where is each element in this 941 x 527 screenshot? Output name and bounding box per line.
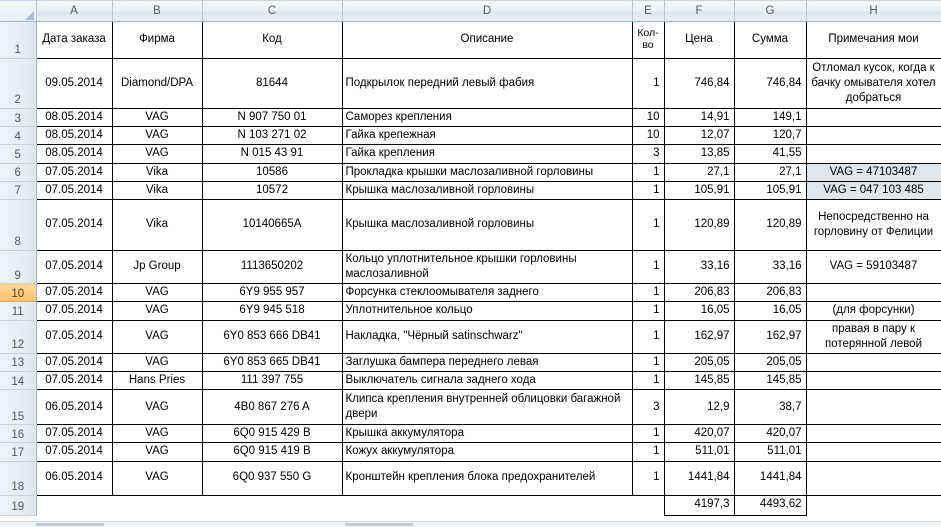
cell-note[interactable]: правая в пару к потерянной левой: [806, 320, 941, 353]
scrollbar-thumb-right[interactable]: [345, 523, 413, 526]
header-cell-code[interactable]: Код: [202, 22, 342, 59]
cell-qty[interactable]: 10: [632, 127, 664, 145]
cell-date[interactable]: 08.05.2014: [36, 127, 112, 145]
cell-firm[interactable]: VAG: [112, 127, 202, 145]
cell-note[interactable]: [806, 443, 941, 461]
cell-note[interactable]: [806, 284, 941, 302]
cell-qty[interactable]: 1: [632, 302, 664, 320]
column-header-row: [0, 1, 941, 22]
cell-date[interactable]: 07.05.2014: [36, 181, 112, 199]
table-row: [0, 320, 941, 353]
cell-firm[interactable]: VAG: [112, 302, 202, 320]
cell-qty[interactable]: 1: [632, 461, 664, 495]
cell-description[interactable]: Крышка маслозаливной горловины: [342, 181, 632, 199]
cell-description[interactable]: Выключатель сигнала заднего хода: [342, 372, 632, 390]
column-header-h[interactable]: H: [806, 1, 941, 22]
cell-code[interactable]: 4B0 867 276 A: [202, 390, 342, 425]
row-header-9[interactable]: 9: [0, 250, 36, 283]
cell-code[interactable]: 10586: [202, 163, 342, 181]
cell-sum[interactable]: 746,84: [734, 59, 806, 109]
cell-qty[interactable]: 10: [632, 109, 664, 127]
row-header-18[interactable]: 18: [0, 461, 36, 495]
cell-note[interactable]: [806, 127, 941, 145]
header-cell-qty[interactable]: Кол-во: [632, 22, 664, 59]
cell-description[interactable]: Подкрылок передний левый фабия: [342, 59, 632, 109]
cell-sum[interactable]: 162,97: [734, 320, 806, 353]
cell-description[interactable]: Клипса крепления внутренней облицовки багажной двери: [342, 390, 632, 425]
cell-qty[interactable]: 1: [632, 181, 664, 199]
totals-cell-qty[interactable]: [632, 495, 664, 515]
table-row: [0, 443, 941, 461]
cell-price[interactable]: 420,07: [664, 425, 734, 443]
totals-cell-sum[interactable]: 4493,62: [734, 495, 806, 515]
cell-qty[interactable]: 1: [632, 199, 664, 250]
cell-sum[interactable]: 206,83: [734, 284, 806, 302]
cell-note[interactable]: (для форсунки): [806, 302, 941, 320]
row-header-17[interactable]: 17: [0, 443, 36, 461]
cell-price[interactable]: 12,07: [664, 127, 734, 145]
cell-qty[interactable]: 1: [632, 372, 664, 390]
row-header-10[interactable]: 10: [0, 284, 36, 302]
cell-price[interactable]: 16,05: [664, 302, 734, 320]
column-header-g[interactable]: G: [734, 1, 806, 22]
cell-qty[interactable]: 1: [632, 320, 664, 353]
row-header-4[interactable]: 4: [0, 127, 36, 145]
cell-date[interactable]: 09.05.2014: [36, 59, 112, 109]
column-header-c[interactable]: C: [202, 1, 342, 22]
cell-description[interactable]: Накладка, "Чёрный satinschwarz": [342, 320, 632, 353]
cell-description[interactable]: Прокладка крышки маслозаливной горловины: [342, 163, 632, 181]
cell-qty[interactable]: 3: [632, 145, 664, 163]
cell-qty[interactable]: 3: [632, 390, 664, 425]
cell-description[interactable]: Саморез крепления: [342, 109, 632, 127]
cell-description[interactable]: Гайка крепления: [342, 145, 632, 163]
cell-description[interactable]: Крышка аккумулятора: [342, 425, 632, 443]
table-header-row: [0, 22, 941, 59]
cell-code[interactable]: 81644: [202, 59, 342, 109]
cell-price[interactable]: 511,01: [664, 443, 734, 461]
cell-qty[interactable]: 1: [632, 59, 664, 109]
column-header-b[interactable]: B: [112, 1, 202, 22]
totals-row: [0, 495, 941, 515]
cell-firm[interactable]: Vika: [112, 163, 202, 181]
table-row: [0, 145, 941, 163]
header-cell-sum[interactable]: Сумма: [734, 22, 806, 59]
cell-note[interactable]: Непосредственно на горловину от Фелиции: [806, 199, 941, 250]
row-header-8[interactable]: 8: [0, 199, 36, 250]
cell-description[interactable]: Кольцо уплотнительное крышки горловины маслозаливной: [342, 250, 632, 283]
cell-firm[interactable]: Jp Group: [112, 250, 202, 283]
cell-date[interactable]: 07.05.2014: [36, 199, 112, 250]
cell-code[interactable]: N 907 750 01: [202, 109, 342, 127]
cell-date[interactable]: 07.05.2014: [36, 302, 112, 320]
cell-date[interactable]: 08.05.2014: [36, 145, 112, 163]
cell-sum[interactable]: 120,7: [734, 127, 806, 145]
table-row: [0, 59, 941, 109]
totals-cell-code[interactable]: [202, 495, 342, 515]
cell-note[interactable]: [806, 353, 941, 371]
table-row: [0, 302, 941, 320]
cell-code[interactable]: 6Q0 937 550 G: [202, 461, 342, 495]
cell-sum[interactable]: 511,01: [734, 443, 806, 461]
cell-code[interactable]: 10572: [202, 181, 342, 199]
cell-description[interactable]: Крышка маслозаливной горловины: [342, 199, 632, 250]
cell-qty[interactable]: 1: [632, 284, 664, 302]
row-header-11[interactable]: 11: [0, 302, 36, 320]
table-row: [0, 461, 941, 495]
cell-note[interactable]: VAG = 47103487: [806, 163, 941, 181]
cell-price[interactable]: 12,9: [664, 390, 734, 425]
cell-sum[interactable]: 420,07: [734, 425, 806, 443]
row-header-15[interactable]: 15: [0, 390, 36, 425]
cell-code[interactable]: 6Q0 915 429 B: [202, 425, 342, 443]
cell-price[interactable]: 27,1: [664, 163, 734, 181]
table-row: [0, 390, 941, 425]
cell-sum[interactable]: 27,1: [734, 163, 806, 181]
cell-qty[interactable]: 1: [632, 425, 664, 443]
horizontal-scrollbar[interactable]: [0, 521, 941, 527]
table-row: [0, 284, 941, 302]
cell-price[interactable]: 205,05: [664, 353, 734, 371]
cell-price[interactable]: 162,97: [664, 320, 734, 353]
cell-firm[interactable]: Diamond/DPA: [112, 59, 202, 109]
column-header-e[interactable]: E: [632, 1, 664, 22]
cell-code[interactable]: 6Q0 915 419 B: [202, 443, 342, 461]
table-row: [0, 353, 941, 371]
row-header-2[interactable]: 2: [0, 59, 36, 109]
cell-date[interactable]: 07.05.2014: [36, 284, 112, 302]
cell-price[interactable]: 13,85: [664, 145, 734, 163]
cell-description[interactable]: Заглушка бампера переднего левая: [342, 353, 632, 371]
cell-code[interactable]: N 015 43 91: [202, 145, 342, 163]
row-header-1[interactable]: 1: [0, 22, 36, 59]
scrollbar-thumb-left[interactable]: [36, 523, 104, 526]
cell-description[interactable]: Форсунка стеклоомывателя заднего: [342, 284, 632, 302]
cell-firm[interactable]: VAG: [112, 353, 202, 371]
cell-note[interactable]: VAG = 59103487: [806, 250, 941, 283]
totals-cell-date[interactable]: [36, 495, 112, 515]
row-header-3[interactable]: 3: [0, 109, 36, 127]
cell-firm[interactable]: Hans Pries: [112, 372, 202, 390]
cell-sum[interactable]: 41,55: [734, 145, 806, 163]
cell-sum[interactable]: 33,16: [734, 250, 806, 283]
cell-sum[interactable]: 1441,84: [734, 461, 806, 495]
header-cell-notes[interactable]: Примечания мои: [806, 22, 941, 59]
table-row: [0, 425, 941, 443]
table-row: [0, 163, 941, 181]
cell-description[interactable]: Уплотнительное кольцо: [342, 302, 632, 320]
select-all-corner[interactable]: [0, 1, 36, 22]
cell-date[interactable]: 06.05.2014: [36, 461, 112, 495]
header-cell-date[interactable]: Дата заказа: [36, 22, 112, 59]
row-header-13[interactable]: 13: [0, 353, 36, 371]
corner-triangle-icon: [25, 11, 34, 20]
header-cell-description[interactable]: Описание: [342, 22, 632, 59]
cell-firm[interactable]: VAG: [112, 390, 202, 425]
cell-firm[interactable]: VAG: [112, 443, 202, 461]
row-header-19[interactable]: 19: [0, 495, 36, 515]
cell-qty[interactable]: 1: [632, 163, 664, 181]
cell-sum[interactable]: 205,05: [734, 353, 806, 371]
cell-firm[interactable]: VAG: [112, 320, 202, 353]
table-row: [0, 109, 941, 127]
totals-cell-description[interactable]: [342, 495, 632, 515]
row-header-16[interactable]: 16: [0, 425, 36, 443]
table-row: [0, 372, 941, 390]
header-cell-price[interactable]: Цена: [664, 22, 734, 59]
cell-firm[interactable]: Vika: [112, 181, 202, 199]
table-row: [0, 181, 941, 199]
cell-note[interactable]: [806, 109, 941, 127]
row-header-6[interactable]: 6: [0, 163, 36, 181]
cell-note[interactable]: [806, 145, 941, 163]
cell-date[interactable]: 07.05.2014: [36, 320, 112, 353]
cell-firm[interactable]: VAG: [112, 461, 202, 495]
column-header-d[interactable]: D: [342, 1, 632, 22]
cell-code[interactable]: 6Y0 853 665 DB41: [202, 353, 342, 371]
table-row: [0, 127, 941, 145]
cell-date[interactable]: 07.05.2014: [36, 443, 112, 461]
cell-code[interactable]: 1113650202: [202, 250, 342, 283]
cell-date[interactable]: 07.05.2014: [36, 353, 112, 371]
cell-sum[interactable]: 105,91: [734, 181, 806, 199]
spreadsheet-body: [0, 22, 941, 516]
cell-code[interactable]: N 103 271 02: [202, 127, 342, 145]
row-header-14[interactable]: 14: [0, 372, 36, 390]
cell-price[interactable]: 33,16: [664, 250, 734, 283]
cell-sum[interactable]: 38,7: [734, 390, 806, 425]
cell-date[interactable]: 07.05.2014: [36, 163, 112, 181]
cell-qty[interactable]: 1: [632, 250, 664, 283]
cell-price[interactable]: 120,89: [664, 199, 734, 250]
cell-firm[interactable]: VAG: [112, 145, 202, 163]
cell-date[interactable]: 07.05.2014: [36, 372, 112, 390]
cell-sum[interactable]: 149,1: [734, 109, 806, 127]
cell-firm[interactable]: VAG: [112, 284, 202, 302]
cell-description[interactable]: Кожух аккумулятора: [342, 443, 632, 461]
cell-code[interactable]: 6Y0 853 666 DB41: [202, 320, 342, 353]
totals-cell-price[interactable]: 4197,3: [664, 495, 734, 515]
cell-firm[interactable]: VAG: [112, 425, 202, 443]
cell-price[interactable]: 145,85: [664, 372, 734, 390]
cell-price[interactable]: 206,83: [664, 284, 734, 302]
row-header-5[interactable]: 5: [0, 145, 36, 163]
cell-date[interactable]: 06.05.2014: [36, 390, 112, 425]
cell-firm[interactable]: Vika: [112, 199, 202, 250]
table-row: [0, 199, 941, 250]
header-cell-firm[interactable]: Фирма: [112, 22, 202, 59]
cell-note[interactable]: [806, 372, 941, 390]
cell-date[interactable]: 07.05.2014: [36, 250, 112, 283]
cell-price[interactable]: 14,91: [664, 109, 734, 127]
cell-date[interactable]: 07.05.2014: [36, 425, 112, 443]
cell-price[interactable]: 105,91: [664, 181, 734, 199]
cell-qty[interactable]: 1: [632, 353, 664, 371]
cell-qty[interactable]: 1: [632, 443, 664, 461]
cell-date[interactable]: 08.05.2014: [36, 109, 112, 127]
cell-sum[interactable]: 16,05: [734, 302, 806, 320]
cell-note[interactable]: [806, 461, 941, 495]
table-row: [0, 250, 941, 283]
cell-code[interactable]: 6Y9 955 957: [202, 284, 342, 302]
cell-code[interactable]: 111 397 755: [202, 372, 342, 390]
cell-sum[interactable]: 145,85: [734, 372, 806, 390]
column-header-f[interactable]: F: [664, 1, 734, 22]
totals-cell-firm[interactable]: [112, 495, 202, 515]
cell-description[interactable]: Гайка крепежная: [342, 127, 632, 145]
cell-code[interactable]: 10140665A: [202, 199, 342, 250]
cell-description[interactable]: Кронштейн крепления блока предохранителей: [342, 461, 632, 495]
cell-note[interactable]: Отломал кусок, когда к бачку омывателя хотел добраться: [806, 59, 941, 109]
cell-price[interactable]: 746,84: [664, 59, 734, 109]
cell-note[interactable]: [806, 390, 941, 425]
row-header-7[interactable]: 7: [0, 181, 36, 199]
cell-sum[interactable]: 120,89: [734, 199, 806, 250]
cell-note[interactable]: [806, 425, 941, 443]
cell-code[interactable]: 6Y9 945 518: [202, 302, 342, 320]
row-header-12[interactable]: 12: [0, 320, 36, 353]
cell-price[interactable]: 1441,84: [664, 461, 734, 495]
totals-cell-note[interactable]: [806, 495, 941, 515]
cell-note[interactable]: VAG = 047 103 485: [806, 181, 941, 199]
cell-firm[interactable]: VAG: [112, 109, 202, 127]
column-header-a[interactable]: A: [36, 1, 112, 22]
